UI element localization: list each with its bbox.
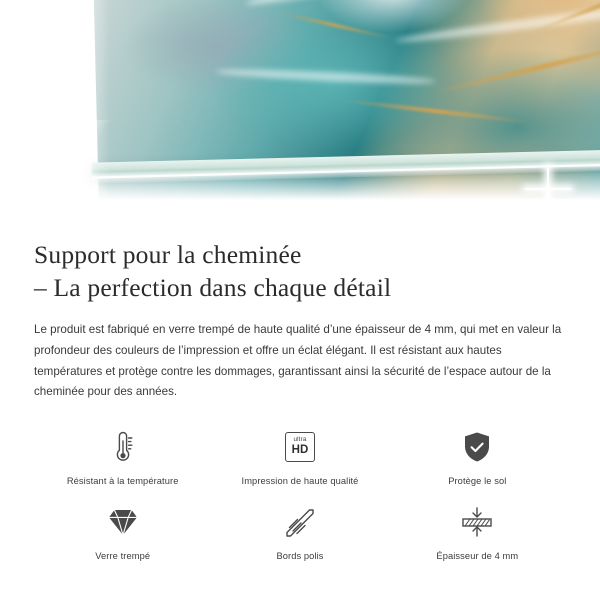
page-title-line-1: Support pour la cheminée: [34, 240, 302, 269]
gold-vein: [428, 38, 600, 96]
page-title: [34, 238, 566, 304]
hd-label: HD: [291, 443, 309, 456]
gold-vein: [337, 98, 536, 125]
hero-image: [0, 0, 600, 222]
thickness-4mm-icon: [455, 500, 499, 544]
white-vein: [395, 0, 600, 46]
hero-bottom-fade: [0, 170, 600, 222]
feature-item-thickness: [389, 500, 566, 561]
feature-caption: Protège le sol: [448, 475, 507, 486]
ultra-hd-icon: [285, 425, 315, 469]
white-vein: [216, 67, 436, 86]
shield-check-icon: [459, 425, 495, 469]
product-description-text: Le produit est fabriqué en verre trempé de haute qualité d’une épaisseur de 4 mm, qui met en valeur la profondeur des couleurs de l’impression et offre un éclat élégant. Il est résistant aux hautes températures et protège contre les dommages, garantissant ainsi la sécurité de l’espace autour de la cheminée pour des années.: [34, 323, 562, 399]
feature-caption: Épaisseur de 4 mm: [436, 550, 519, 561]
thermometer-icon: [106, 425, 140, 469]
diamond-icon: [103, 500, 143, 544]
ultra-label: ultra: [293, 436, 307, 444]
feature-item-print-quality: [211, 425, 388, 486]
page-title-line-2: – La perfection dans chaque détail: [34, 273, 392, 303]
feature-item-tempered-glass: [34, 500, 211, 561]
feature-caption: Bords polis: [276, 550, 324, 561]
feature-caption: Impression de haute qualité: [241, 475, 359, 486]
feature-caption: Verre trempé: [95, 550, 151, 561]
polished-edges-icon: [282, 500, 318, 544]
feature-item-temperature: [34, 425, 211, 486]
feature-item-floor-protection: [389, 425, 566, 486]
white-vein: [245, 0, 503, 10]
gold-vein: [276, 11, 394, 40]
feature-caption: Résistant à la température: [66, 475, 179, 486]
content-block: [0, 238, 600, 561]
feature-item-polished-edges: [211, 500, 388, 561]
feature-grid: [34, 425, 566, 561]
